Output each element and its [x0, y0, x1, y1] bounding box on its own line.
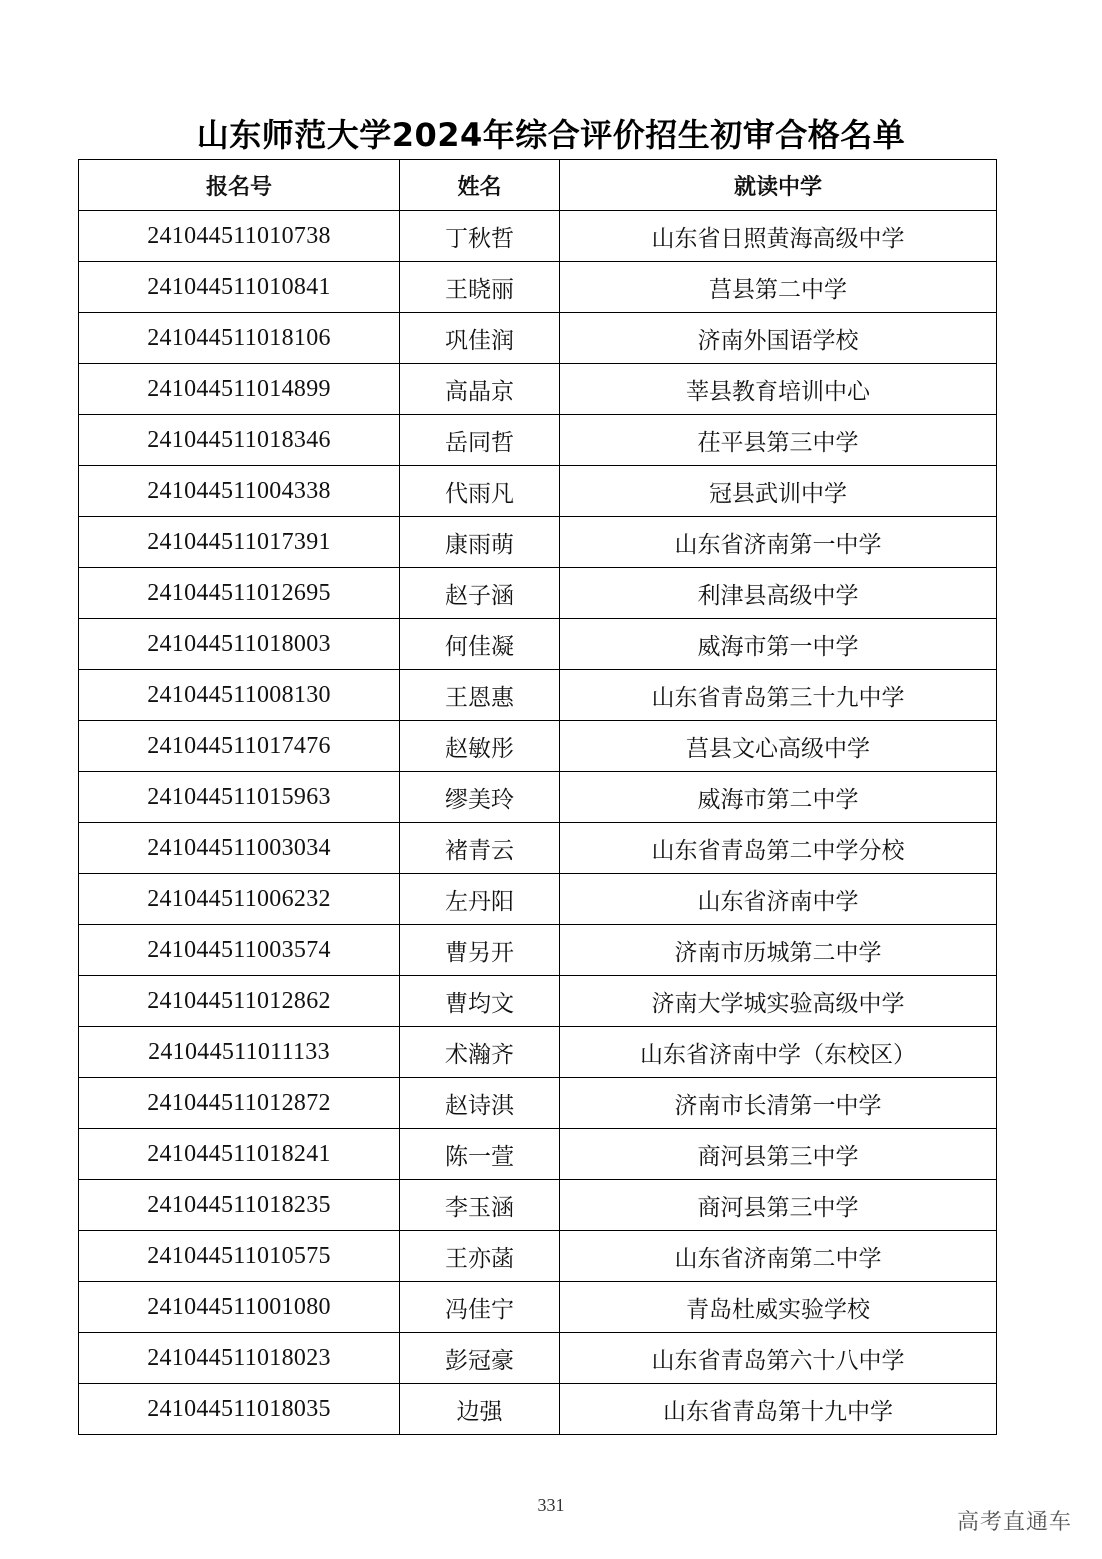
- student-name-cell: 丁秋哲: [400, 211, 560, 262]
- table-row: [79, 1384, 997, 1435]
- table-row: [79, 619, 997, 670]
- registration-number-cell: 241044511012862: [79, 976, 400, 1027]
- column-header-registration-number: 报名号: [79, 160, 400, 211]
- school-name-cell: 山东省青岛第六十八中学: [560, 1333, 997, 1384]
- school-name-cell: 山东省济南中学（东校区）: [560, 1027, 997, 1078]
- registration-number-cell: 241044511012872: [79, 1078, 400, 1129]
- student-name-cell: 彭冠豪: [400, 1333, 560, 1384]
- school-name-cell: 济南市历城第二中学: [560, 925, 997, 976]
- student-name-cell: 冯佳宁: [400, 1282, 560, 1333]
- column-header-name: 姓名: [400, 160, 560, 211]
- school-name-cell: 山东省济南第一中学: [560, 517, 997, 568]
- table-row: [79, 466, 997, 517]
- table-body: [79, 211, 997, 1435]
- school-name-cell: 山东省日照黄海高级中学: [560, 211, 997, 262]
- student-name-cell: 王晓丽: [400, 262, 560, 313]
- registration-number-cell: 241044511010738: [79, 211, 400, 262]
- document-title: 山东师范大学2024年综合评价招生初审合格名单: [196, 116, 906, 154]
- registration-number-cell: 241044511017476: [79, 721, 400, 772]
- student-name-cell: 缪美玲: [400, 772, 560, 823]
- registration-number-cell: 241044511010575: [79, 1231, 400, 1282]
- school-name-cell: 莒县文心高级中学: [560, 721, 997, 772]
- registration-number-cell: 241044511018003: [79, 619, 400, 670]
- school-name-cell: 冠县武训中学: [560, 466, 997, 517]
- student-name-cell: 康雨萌: [400, 517, 560, 568]
- table-row: [79, 364, 997, 415]
- registration-number-cell: 241044511011133: [79, 1027, 400, 1078]
- watermark-text: 高考直通车: [956, 1510, 1072, 1535]
- table-row: [79, 415, 997, 466]
- registration-number-cell: 241044511018346: [79, 415, 400, 466]
- school-name-cell: 山东省青岛第三十九中学: [560, 670, 997, 721]
- school-name-cell: 山东省济南中学: [560, 874, 997, 925]
- registration-number-cell: 241044511004338: [79, 466, 400, 517]
- table-row: [79, 1282, 997, 1333]
- table-row: [79, 670, 997, 721]
- registration-number-cell: 241044511018023: [79, 1333, 400, 1384]
- registration-number-cell: 241044511006232: [79, 874, 400, 925]
- registration-number-cell: 241044511008130: [79, 670, 400, 721]
- registration-number-cell: 241044511018035: [79, 1384, 400, 1435]
- school-name-cell: 利津县高级中学: [560, 568, 997, 619]
- table-header-row: [79, 160, 997, 211]
- student-name-cell: 岳同哲: [400, 415, 560, 466]
- registration-number-cell: 241044511010841: [79, 262, 400, 313]
- student-name-cell: 赵诗淇: [400, 1078, 560, 1129]
- student-name-cell: 边强: [400, 1384, 560, 1435]
- school-name-cell: 青岛杜威实验学校: [560, 1282, 997, 1333]
- column-header-school: 就读中学: [560, 160, 997, 211]
- admission-list-table: [78, 159, 997, 1435]
- student-name-cell: 王恩惠: [400, 670, 560, 721]
- table-row: [79, 874, 997, 925]
- registration-number-cell: 241044511003034: [79, 823, 400, 874]
- student-name-cell: 王亦菡: [400, 1231, 560, 1282]
- table-row: [79, 1231, 997, 1282]
- school-name-cell: 威海市第一中学: [560, 619, 997, 670]
- student-name-cell: 何佳凝: [400, 619, 560, 670]
- school-name-cell: 济南大学城实验高级中学: [560, 976, 997, 1027]
- student-name-cell: 赵子涵: [400, 568, 560, 619]
- table-row: [79, 262, 997, 313]
- student-name-cell: 代雨凡: [400, 466, 560, 517]
- school-name-cell: 威海市第二中学: [560, 772, 997, 823]
- student-name-cell: 左丹阳: [400, 874, 560, 925]
- student-name-cell: 褚青云: [400, 823, 560, 874]
- student-name-cell: 赵敏彤: [400, 721, 560, 772]
- registration-number-cell: 241044511001080: [79, 1282, 400, 1333]
- school-name-cell: 济南外国语学校: [560, 313, 997, 364]
- table-row: [79, 976, 997, 1027]
- school-name-cell: 莒县第二中学: [560, 262, 997, 313]
- school-name-cell: 济南市长清第一中学: [560, 1078, 997, 1129]
- page-number: 331: [537, 1495, 565, 1515]
- registration-number-cell: 241044511012695: [79, 568, 400, 619]
- table-row: [79, 211, 997, 262]
- school-name-cell: 茌平县第三中学: [560, 415, 997, 466]
- table-row: [79, 568, 997, 619]
- table-row: [79, 1078, 997, 1129]
- table-row: [79, 721, 997, 772]
- table-row: [79, 1129, 997, 1180]
- table-row: [79, 772, 997, 823]
- student-name-cell: 李玉涵: [400, 1180, 560, 1231]
- student-name-cell: 曹均文: [400, 976, 560, 1027]
- registration-number-cell: 241044511018106: [79, 313, 400, 364]
- school-name-cell: 山东省青岛第二中学分校: [560, 823, 997, 874]
- school-name-cell: 山东省青岛第十九中学: [560, 1384, 997, 1435]
- registration-number-cell: 241044511018235: [79, 1180, 400, 1231]
- table-row: [79, 1180, 997, 1231]
- student-name-cell: 曹另开: [400, 925, 560, 976]
- student-name-cell: 高晶京: [400, 364, 560, 415]
- school-name-cell: 商河县第三中学: [560, 1129, 997, 1180]
- registration-number-cell: 241044511017391: [79, 517, 400, 568]
- table-row: [79, 925, 997, 976]
- registration-number-cell: 241044511015963: [79, 772, 400, 823]
- table-row: [79, 517, 997, 568]
- student-name-cell: 巩佳润: [400, 313, 560, 364]
- table-row: [79, 1333, 997, 1384]
- student-name-cell: 陈一萱: [400, 1129, 560, 1180]
- registration-number-cell: 241044511014899: [79, 364, 400, 415]
- school-name-cell: 莘县教育培训中心: [560, 364, 997, 415]
- table-row: [79, 313, 997, 364]
- registration-number-cell: 241044511003574: [79, 925, 400, 976]
- student-name-cell: 术瀚齐: [400, 1027, 560, 1078]
- school-name-cell: 山东省济南第二中学: [560, 1231, 997, 1282]
- school-name-cell: 商河县第三中学: [560, 1180, 997, 1231]
- registration-number-cell: 241044511018241: [79, 1129, 400, 1180]
- table-row: [79, 1027, 997, 1078]
- table-row: [79, 823, 997, 874]
